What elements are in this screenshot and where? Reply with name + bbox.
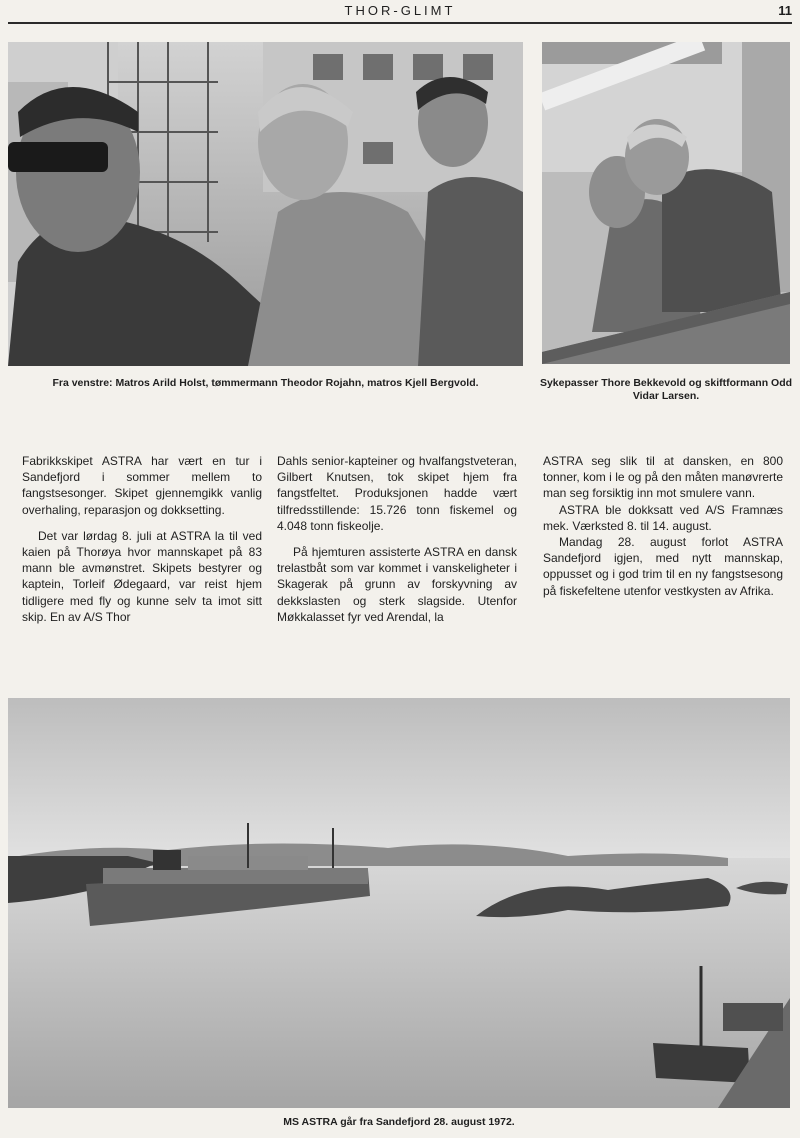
crew-photo	[8, 42, 523, 366]
article-paragraph: Det var lørdag 8. juli at ASTRA la til ved kaien på Thorøya hvor mannskapet på 83 mann ble avmønstret. Skipets bestyrer og kaptein, Torleif Ødegaard, var reist hjem tidligere med fly og kunne selv ta imot sitt skip. En av A/S Thor	[22, 528, 262, 624]
page-header	[8, 0, 792, 24]
article-paragraph: Fabrikkskipet ASTRA har vært en tur i Sandefjord i sommer mellem to fangstsesonger. Skipet gjennemgikk vanlig overhaling, reparasjon og dokksetting.	[22, 454, 262, 517]
medic-and-foreman-photo	[542, 42, 790, 364]
article-paragraph: Mandag 28. august forlot ASTRA Sandefjord igjen, med nytt mannskap, oppusset og i god trim til en ny fangstsesong på fiskefeltene utenfor vestkysten av Afrika.	[543, 535, 783, 598]
article-paragraph: ASTRA seg slik til at dansken, en 800 tonner, kom i le og på den måten manøvrerte man seg forsiktig inn mot smulere vann.	[543, 454, 783, 501]
article-paragraph: På hjemturen assisterte ASTRA en dansk trelastbåt som var kommet i vanskeligheter i Skagerak på grunn av forskyvning av dekkslasten og sterk slagside. Utenfor Møkkalasset fyr ved Arendal, la	[277, 545, 517, 624]
article-column-2	[277, 453, 517, 635]
article-column-1	[22, 453, 262, 635]
crew-photo-caption: Fra venstre: Matros Arild Holst, tømmermann Theodor Rojahn, matros Kjell Bergvold.	[52, 377, 479, 389]
article-paragraph: Dahls senior-kapteiner og hvalfangstveteran, Gilbert Knutsen, tok skipet hjem fra fangstfeltet. Produksjonen hadde vært tilfredsstillende: 15.726 tonn fiskemel og 4.048 tonn fiskeolje.	[277, 454, 517, 533]
medic-photo-caption: Sykepasser Thore Bekkevold og skiftformann Odd Vidar Larsen.	[539, 377, 793, 402]
page-number: 11	[778, 3, 792, 18]
article-paragraph: ASTRA ble dokksatt ved A/S Framnæs mek. Værksted 8. til 14. august.	[543, 502, 783, 533]
ship-photo-caption: MS ASTRA går fra Sandefjord 28. august 1972.	[283, 1116, 515, 1128]
ship-departure-photo	[8, 698, 790, 1108]
magazine-title: THOR-GLIMT	[344, 3, 456, 18]
article-column-3	[543, 453, 783, 609]
